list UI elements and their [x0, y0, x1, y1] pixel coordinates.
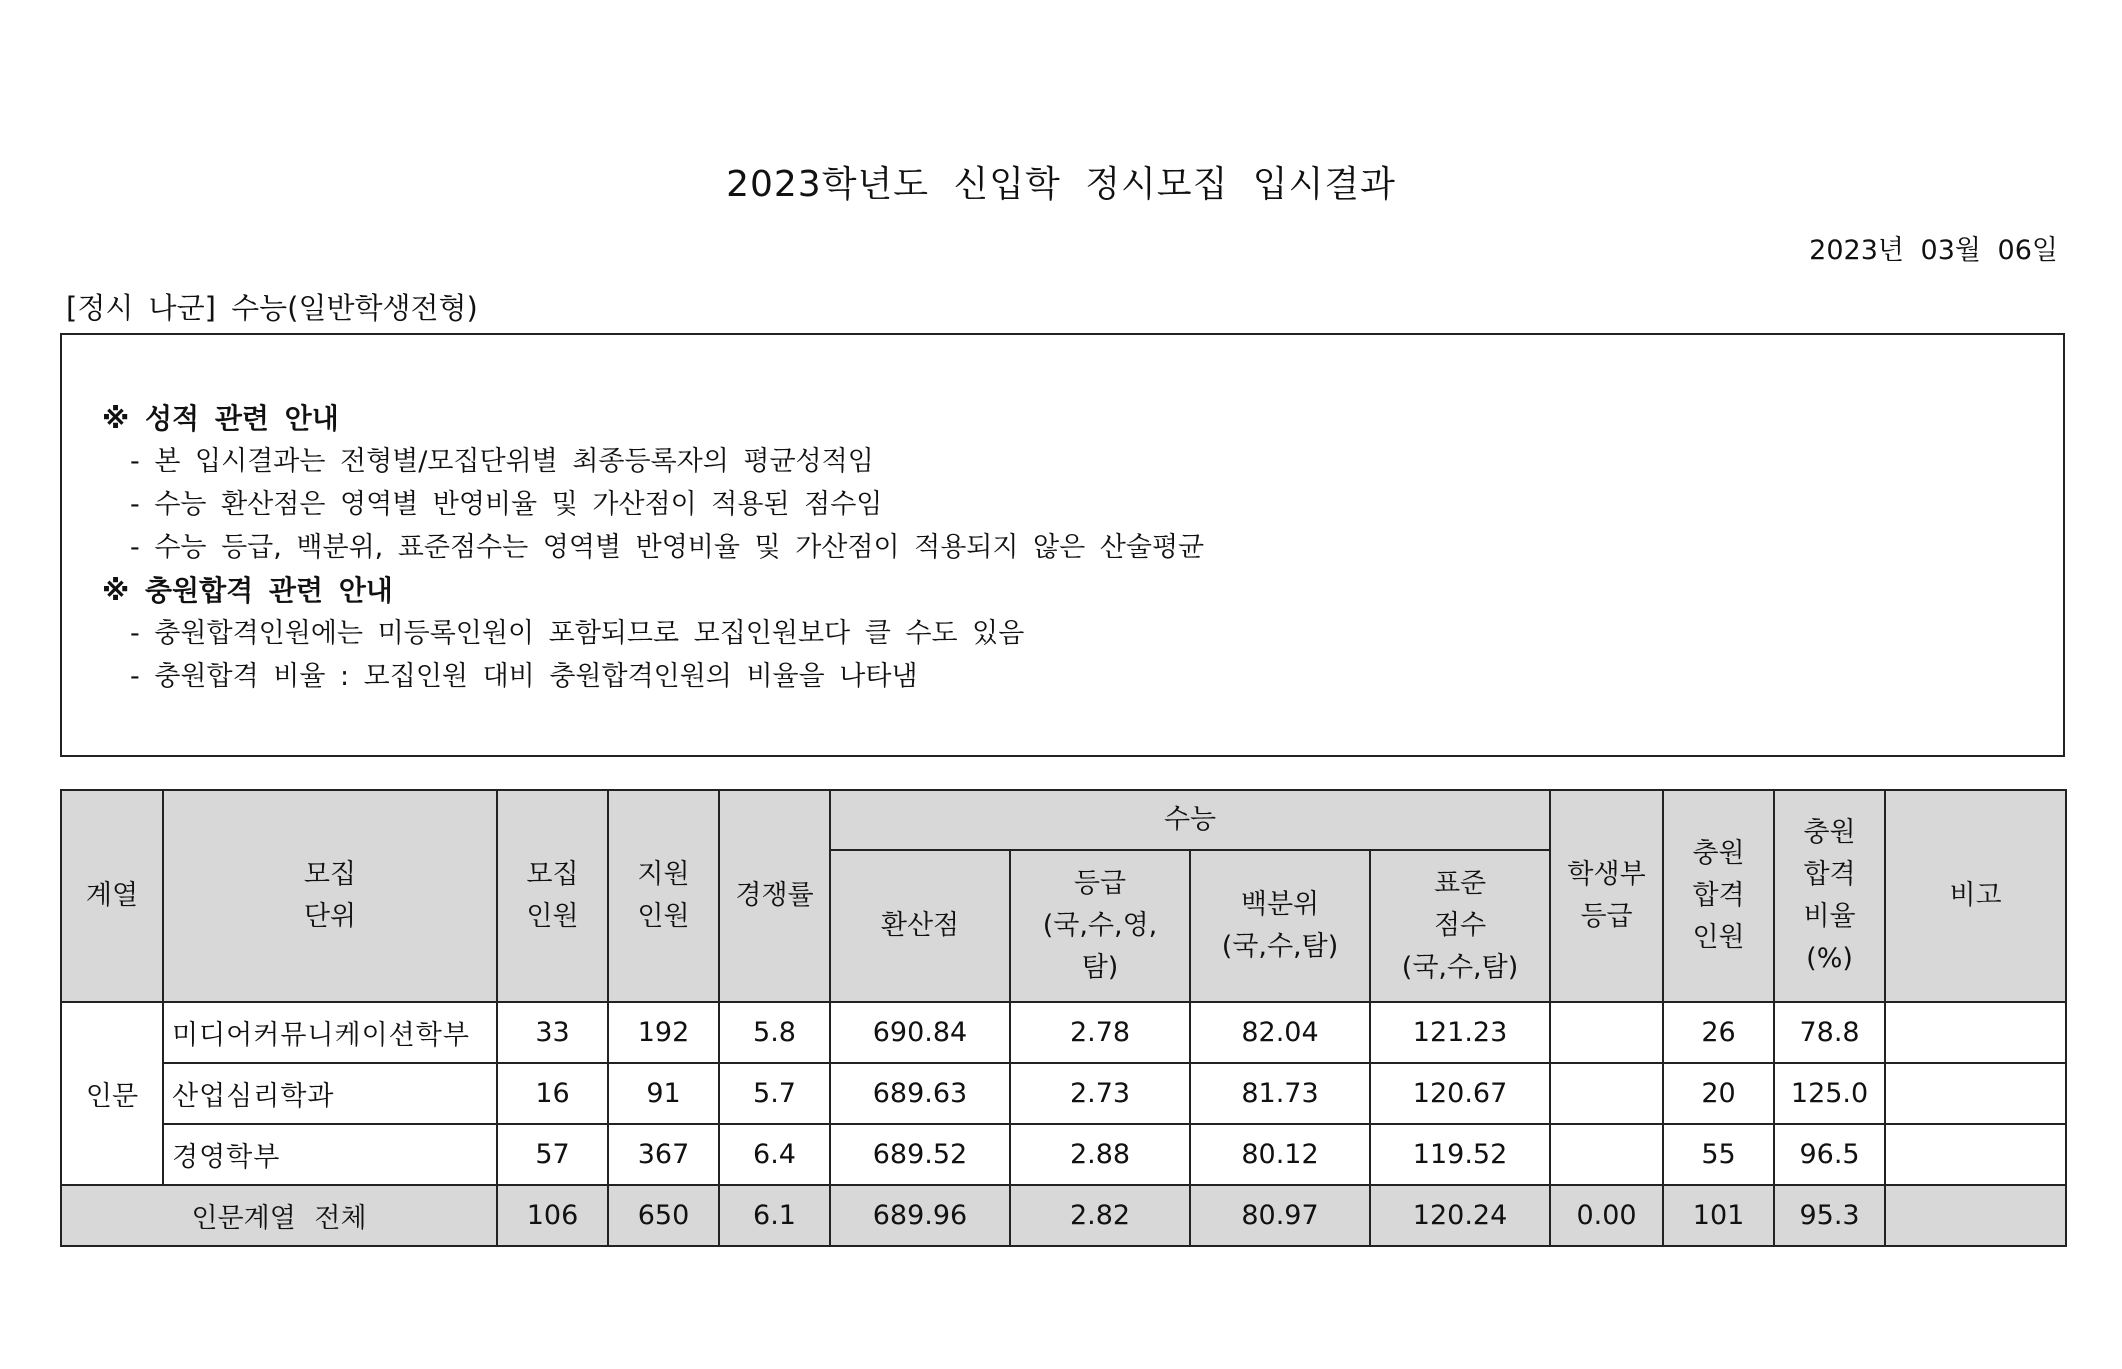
document-date: 2023년 03월 06일 [1809, 235, 2058, 266]
percentile-cell: 82.04 [1190, 1002, 1370, 1063]
notice-item: - 충원합격인원에는 미등록인원이 포함되므로 모집인원보다 클 수도 있음 [130, 618, 1025, 649]
notice-content [102, 397, 1204, 698]
school-record-cell: 0.00 [1550, 1185, 1663, 1246]
total-label-cell: 인문계열 전체 [61, 1185, 497, 1246]
converted-cell: 689.63 [830, 1063, 1010, 1124]
grade-cell: 2.88 [1010, 1124, 1190, 1185]
notice-box [60, 333, 2065, 757]
percentile-cell: 80.97 [1190, 1185, 1370, 1246]
remarks-cell [1885, 1185, 2066, 1246]
header-school-record: 학생부 등급 [1550, 790, 1663, 1002]
standard-cell: 119.52 [1370, 1124, 1550, 1185]
quota-cell: 57 [497, 1124, 608, 1185]
applicants-cell: 192 [608, 1002, 719, 1063]
header-quota: 모집 인원 [497, 790, 608, 1002]
school-record-cell [1550, 1063, 1663, 1124]
competition-cell: 5.8 [719, 1002, 830, 1063]
quota-cell: 106 [497, 1185, 608, 1246]
converted-cell: 690.84 [830, 1002, 1010, 1063]
table-row [61, 1124, 2066, 1185]
remarks-cell [1885, 1124, 2066, 1185]
unit-cell: 산업심리학과 [163, 1063, 497, 1124]
additional-cell: 20 [1663, 1063, 1774, 1124]
header-additional-ratio: 충원 합격 비율 (%) [1774, 790, 1885, 1002]
school-record-cell [1550, 1002, 1663, 1063]
header-grade: 등급 (국,수,영, 탐) [1010, 850, 1190, 1002]
notice-item: - 충원합격 비율 : 모집인원 대비 충원합격인원의 비율을 나타냄 [130, 661, 918, 692]
additional-ratio-cell: 125.0 [1774, 1063, 1885, 1124]
competition-cell: 5.7 [719, 1063, 830, 1124]
notice-item: - 수능 환산점은 영역별 반영비율 및 가산점이 적용된 점수임 [130, 489, 883, 520]
table-total-row [61, 1185, 2066, 1246]
header-applicants: 지원 인원 [608, 790, 719, 1002]
standard-cell: 120.24 [1370, 1185, 1550, 1246]
notice-item: - 본 입시결과는 전형별/모집단위별 최종등록자의 평균성적임 [130, 446, 874, 477]
grade-cell: 2.78 [1010, 1002, 1190, 1063]
percentile-cell: 81.73 [1190, 1063, 1370, 1124]
results-table [60, 789, 2067, 1247]
additional-cell: 26 [1663, 1002, 1774, 1063]
quota-cell: 16 [497, 1063, 608, 1124]
applicants-cell: 650 [608, 1185, 719, 1246]
competition-cell: 6.4 [719, 1124, 830, 1185]
header-remarks: 비고 [1885, 790, 2066, 1002]
grade-cell: 2.73 [1010, 1063, 1190, 1124]
header-suneung: 수능 [830, 790, 1550, 850]
remarks-cell [1885, 1002, 2066, 1063]
header-converted: 환산점 [830, 850, 1010, 1002]
converted-cell: 689.96 [830, 1185, 1010, 1246]
additional-ratio-cell: 95.3 [1774, 1185, 1885, 1246]
admission-type-label: [정시 나군] 수능(일반학생전형) [66, 291, 478, 325]
quota-cell: 33 [497, 1002, 608, 1063]
header-additional: 충원 합격 인원 [1663, 790, 1774, 1002]
additional-cell: 101 [1663, 1185, 1774, 1246]
applicants-cell: 367 [608, 1124, 719, 1185]
table-row [61, 1063, 2066, 1124]
notice-item: - 수능 등급, 백분위, 표준점수는 영역별 반영비율 및 가산점이 적용되지 않은 산술평균 [130, 532, 1205, 563]
notice-heading-additional: ※ 충원합격 관련 안내 [102, 574, 393, 607]
notice-heading-scores: ※ 성적 관련 안내 [102, 402, 339, 435]
table-row [61, 1002, 2066, 1063]
group-cell: 인문 [61, 1002, 163, 1185]
header-group: 계열 [61, 790, 163, 1002]
applicants-cell: 91 [608, 1063, 719, 1124]
competition-cell: 6.1 [719, 1185, 830, 1246]
remarks-cell [1885, 1063, 2066, 1124]
page-title: 2023학년도 신입학 정시모집 입시결과 [726, 164, 1396, 205]
school-record-cell [1550, 1124, 1663, 1185]
header-competition: 경쟁률 [719, 790, 830, 1002]
additional-ratio-cell: 78.8 [1774, 1002, 1885, 1063]
converted-cell: 689.52 [830, 1124, 1010, 1185]
header-unit: 모집 단위 [163, 790, 497, 1002]
standard-cell: 120.67 [1370, 1063, 1550, 1124]
grade-cell: 2.82 [1010, 1185, 1190, 1246]
unit-cell: 미디어커뮤니케이션학부 [163, 1002, 497, 1063]
percentile-cell: 80.12 [1190, 1124, 1370, 1185]
unit-cell: 경영학부 [163, 1124, 497, 1185]
additional-ratio-cell: 96.5 [1774, 1124, 1885, 1185]
header-percentile: 백분위 (국,수,탐) [1190, 850, 1370, 1002]
standard-cell: 121.23 [1370, 1002, 1550, 1063]
additional-cell: 55 [1663, 1124, 1774, 1185]
header-standard: 표준 점수 (국,수,탐) [1370, 850, 1550, 1002]
table-header-row [61, 790, 2066, 850]
